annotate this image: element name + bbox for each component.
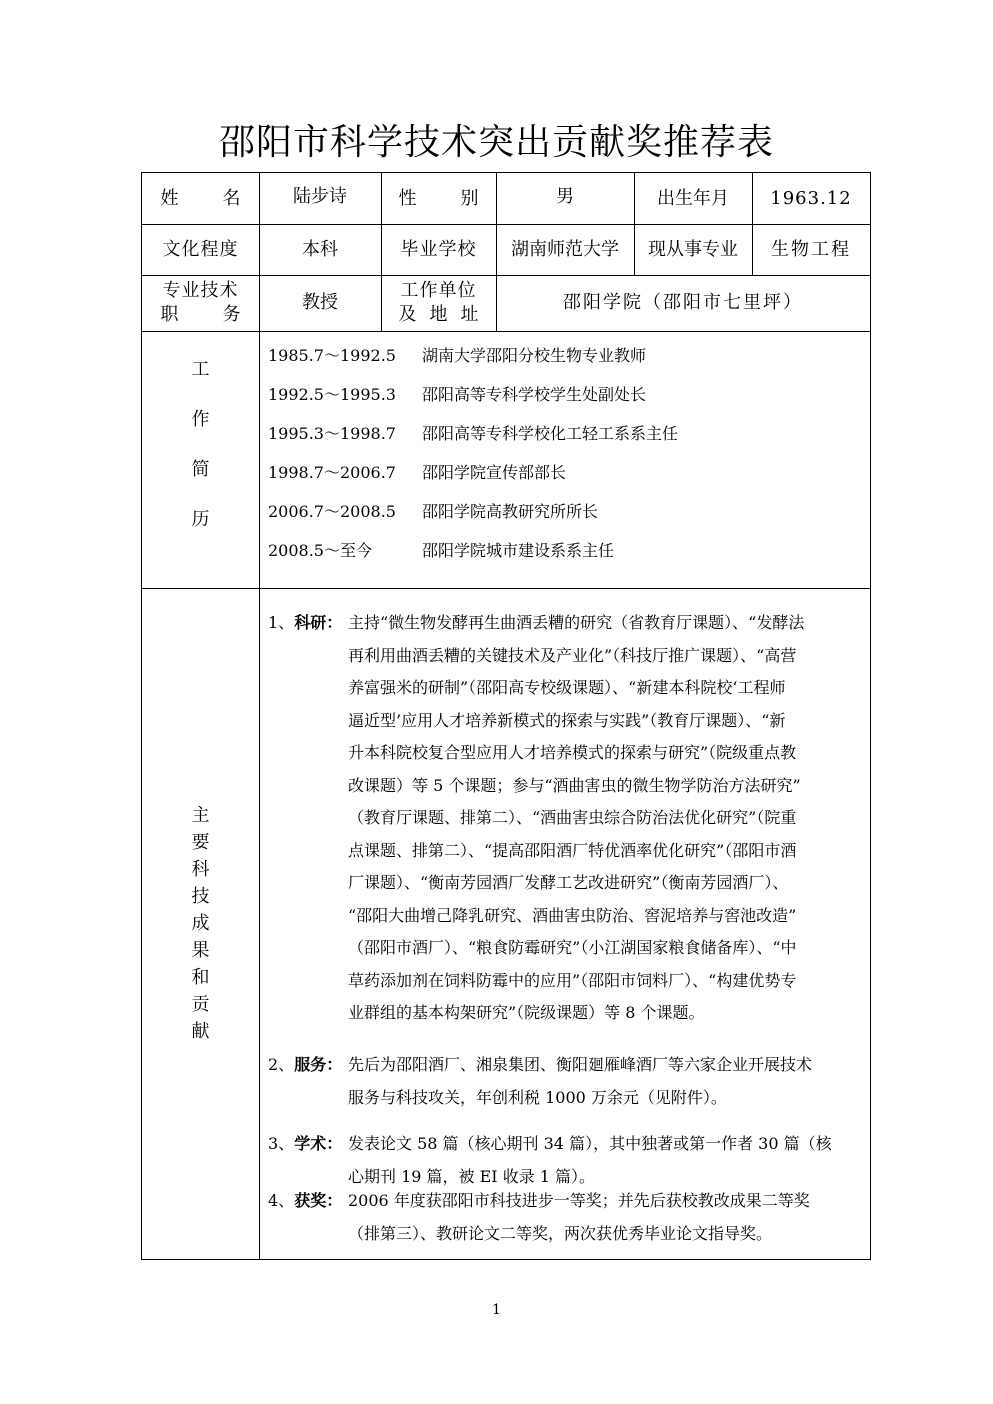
achievement-category: 获奖：: [294, 1191, 343, 1210]
name-label-char: 姓: [160, 187, 179, 209]
achievement-item-heading: [268, 607, 348, 640]
label-char: 及: [398, 304, 417, 325]
achievement-text: [348, 1128, 858, 1193]
col-divider: [259, 173, 260, 1259]
document-title: 邵阳市科学技术突出贡献奖推荐表: [218, 122, 774, 163]
achievement-text-line: 改课题）等 5 个课题；参与“酒曲害虫的微生物学防治方法研究”: [348, 775, 801, 795]
page-number: 1: [492, 1302, 501, 1318]
work-history-entry: [268, 460, 566, 483]
achievement-item: [268, 1185, 858, 1243]
gender-label-char: 性: [398, 187, 417, 209]
achievement-text-line: 厂课题）、“衡南芳园酒厂发酵工艺改进研究”（衡南芳园酒厂）、: [348, 873, 789, 892]
achievement-text-line: 先后为邵阳酒厂、湘泉集团、衡阳廻雁峰酒厂等六家企业开展技术: [348, 1055, 813, 1074]
achievements-label-char: 技: [191, 886, 210, 907]
achievement-text-line: 养富强米的研制”（邵阳高专校级课题）、“新建本科院校‘工程师: [348, 678, 786, 697]
achievement-text-line: 2006 年度获邵阳市科技进步一等奖；并先后获校教改成果二等奖: [348, 1191, 810, 1210]
achievement-text-line: 心期刊 19 篇，被 EI 收录 1 篇）。: [348, 1166, 596, 1186]
label-char: 地: [429, 304, 448, 325]
achievement-number: 4、: [268, 1191, 295, 1210]
achievement-text-line: 发表论文 58 篇（核心期刊 34 篇），其中独著或第一作者 30 篇（核: [348, 1134, 832, 1153]
achievement-text-line: 业群组的基本构架研究”（院级课题）等 8 个课题。: [348, 1003, 705, 1022]
achievement-text-line: 升本科院校复合型应用人才培养模式的探索与研究”（院级重点教: [348, 743, 797, 762]
achievement-text: [348, 1185, 858, 1250]
work-history-entry: [268, 421, 678, 444]
work-history-label-char: 工: [191, 358, 210, 380]
work-history-label: [142, 331, 259, 588]
work-period: 1998.7～2006.7: [268, 463, 396, 482]
work-period: 1995.3～1998.7: [268, 424, 396, 443]
achievement-item: [268, 1049, 858, 1107]
achievements-label-char: 和: [191, 967, 210, 988]
label-char: 职: [160, 304, 179, 325]
education-label: 文化程度: [162, 238, 239, 260]
achievement-item: [268, 1128, 858, 1186]
name-label: [142, 173, 259, 224]
achievement-text-line: 点课题、排第二）、“提高邵阳酒厂特优酒率优化研究”（邵阳市酒: [348, 840, 797, 860]
work-history-label-char: 作: [191, 408, 210, 430]
professional-title-label-line1: 专业技术: [162, 280, 239, 301]
achievements-label-char: 主: [191, 805, 210, 826]
achievement-text-line: 草药添加剂在饲料防霉中的应用”（邵阳市饲料厂）、“构建优势专: [348, 970, 797, 990]
school-label: 毕业学校: [400, 238, 477, 260]
work-position: 邵阳学院高教研究所所长: [422, 502, 599, 521]
education-value: 本科: [302, 238, 338, 260]
achievement-text-line: 服务与科技攻关，年创利税 1000 万余元（见附件）。: [348, 1087, 727, 1107]
achievement-item-heading: [268, 1049, 348, 1082]
achievement-category: 科研：: [294, 613, 343, 632]
birth-label: 出生年月: [657, 188, 729, 209]
gender-label-char: 别: [460, 187, 479, 209]
work-period: 1985.7～1992.5: [268, 346, 396, 365]
achievements-label-char: 要: [191, 832, 210, 853]
achievement-text-line: “邵阳大曲增己降乳研究、酒曲害虫防治、窖泥培养与窖池改造”: [348, 905, 797, 925]
achievements-label-char: 献: [191, 1021, 210, 1042]
work-history-entry: [268, 382, 646, 405]
achievements-label-char: 果: [191, 940, 210, 961]
work-history-label-char: 历: [191, 508, 210, 530]
name-label-char: 名: [222, 187, 241, 209]
work-unit-label: [381, 275, 496, 331]
achievement-number: 2、: [268, 1055, 295, 1074]
achievement-text: [348, 1049, 858, 1114]
work-history-entry: [268, 343, 646, 366]
work-history-entry: [268, 538, 614, 561]
work-history-label-char: 简: [191, 458, 210, 480]
name-value: 陆步诗: [293, 186, 347, 207]
major-label: 现从事专业: [648, 238, 738, 260]
recommendation-form-table: [141, 172, 871, 1260]
achievement-number: 3、: [268, 1134, 295, 1153]
work-position: 邵阳学院宣传部部长: [422, 463, 567, 482]
achievement-text-line: 逼近型’应用人才培养新模式的探索与实践”（教育厅课题）、“新: [348, 710, 786, 730]
work-position: 邵阳高等专科学校化工轻工系系主任: [422, 424, 679, 443]
achievement-text-line: 再利用曲酒丢糟的关键技术及产业化”（科技厅推广课题）、“高营: [348, 645, 797, 665]
achievements-label-char: 科: [191, 859, 210, 880]
work-position: 湖南大学邵阳分校生物专业教师: [422, 346, 647, 365]
achievement-item-heading: [268, 1185, 348, 1218]
achievement-category: 学术：: [294, 1134, 343, 1153]
professional-title-label: [142, 275, 259, 331]
achievement-item: [268, 607, 858, 1022]
work-unit-label-line1: 工作单位: [400, 280, 477, 301]
achievement-text-line: 主持“微生物发酵再生曲酒丢糟的研究（省教育厅课题）、“发酵法: [348, 613, 805, 632]
work-position: 邵阳学院城市建设系系主任: [422, 541, 615, 560]
gender-label: [381, 173, 496, 224]
work-period: 2008.5～至今: [268, 541, 372, 560]
label-char: 址: [460, 304, 479, 325]
achievement-category: 服务：: [294, 1055, 343, 1074]
major-value: 生物工程: [771, 238, 851, 260]
achievement-text: [348, 607, 858, 1030]
label-char: 务: [222, 304, 241, 325]
gender-value: 男: [556, 186, 574, 207]
professional-title-value: 教授: [302, 292, 338, 313]
achievements-label-char: 贡: [191, 994, 210, 1015]
achievement-number: 1、: [268, 613, 295, 632]
achievement-text-line: （邵阳市酒厂）、“粮食防霉研究”（小江湖国家粮食储备库）、“中: [348, 938, 797, 957]
birth-value: 1963.12: [770, 187, 852, 209]
achievement-item-heading: [268, 1128, 348, 1161]
achievements-label-char: 成: [191, 913, 210, 934]
school-value: 湖南师范大学: [511, 238, 619, 260]
work-position: 邵阳高等专科学校学生处副处长: [422, 385, 647, 404]
achievement-text-line: （教育厅课题、排第二）、“酒曲害虫综合防治法优化研究”（院重: [348, 808, 797, 827]
achievements-label: [142, 588, 259, 1259]
achievement-text-line: （排第三）、教研论文二等奖，两次获优秀毕业论文指导奖。: [348, 1223, 773, 1243]
work-history-entry: [268, 499, 598, 522]
work-period: 2006.7～2008.5: [268, 502, 396, 521]
work-unit-value: 邵阳学院（邵阳市七里坪）: [563, 292, 803, 313]
work-period: 1992.5～1995.3: [268, 385, 396, 404]
